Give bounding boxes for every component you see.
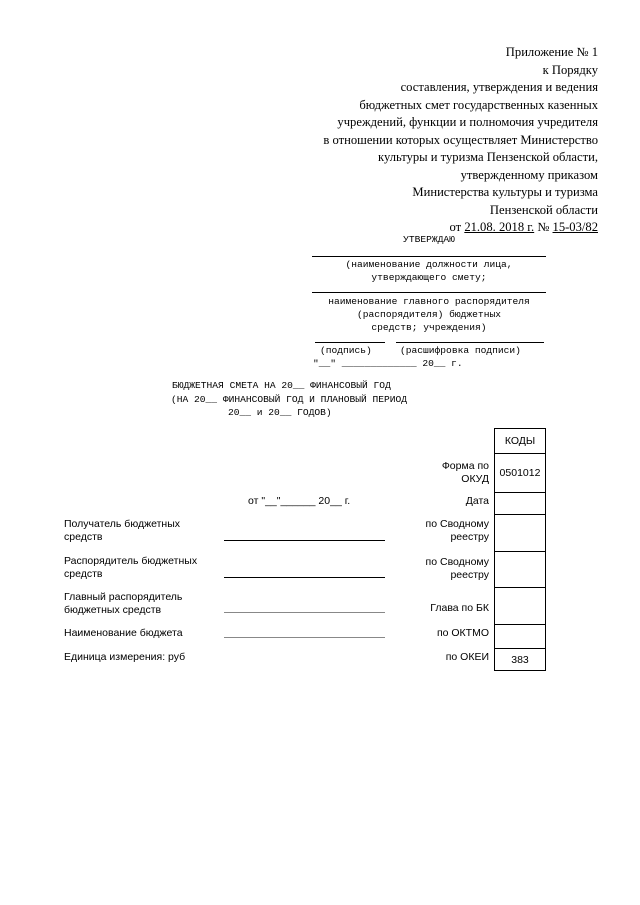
svodny-label-1: по Сводному реестру [425,518,489,543]
date-code-cell[interactable] [495,493,546,515]
document-title [172,379,407,420]
order-date: 21.08. 2018 г. [464,220,535,234]
title-line-2: (НА 20__ ФИНАНСОВЫЙ ГОД И ПЛАНОВЫЙ ПЕРИОД [171,393,408,405]
position-note: (наименование должности лица, утверждающего смету; [345,259,513,283]
approval-block [312,233,546,370]
order-number: 15-03/82 [552,220,598,234]
appendix-line: Приложение № 1 [505,45,598,59]
appendix-line: в отношении которых осуществляет Министерство [323,132,598,147]
chief-manager-input-line[interactable] [224,612,385,613]
date-label: Дата [465,495,489,507]
manager-line [312,292,546,293]
order-number-label: № [534,220,553,234]
okud-code-cell[interactable]: 0501012 [495,454,546,493]
position-line [312,256,546,257]
oktmo-code-cell[interactable] [495,625,546,649]
svodny-code-cell-2[interactable] [495,552,546,588]
decoding-note: (расшифровка подписи) [400,345,521,356]
approval-heading: УТВЕРЖДАЮ [403,234,455,245]
recipient-label: Получатель бюджетных средств [64,518,181,543]
glava-code-cell[interactable] [495,588,546,625]
chief-manager-label: Главный распорядитель бюджетных средств [64,591,183,616]
glava-label: Глава по БК [430,602,489,614]
appendix-line: культуры и туризма Пензенской области, [378,150,598,164]
svodny-label-2: по Сводному реестру [425,556,489,581]
manager-label: Распорядитель бюджетных средств [64,555,198,580]
budget-name-label: Наименование бюджета [64,627,183,639]
title-line-3: 20__ и 20__ ГОДОВ) [228,407,332,418]
appendix-header [323,44,598,237]
order-prefix: от [449,220,465,234]
appendix-line: Пензенской области [489,202,598,217]
approval-date: "__" _____________ 20__ г. [313,358,463,369]
signature-note: (подпись) [320,345,372,356]
codes-table [494,428,546,671]
manager-input-line[interactable] [224,577,385,578]
appendix-line: бюджетных смет государственных казенных [359,97,598,112]
appendix-line: к Порядку [542,62,598,77]
appendix-line: учреждений, функции и полномочия учредителя [337,115,598,129]
budget-name-input-line[interactable] [224,637,385,638]
signature-line [315,342,385,343]
decoding-line [396,342,544,343]
codes-header: КОДЫ [495,429,546,454]
appendix-line: утвержденному приказом [460,167,598,182]
unit-label: Единица измерения: руб [64,651,186,663]
oktmo-label: по ОКТМО [436,627,489,639]
title-line-1: БЮДЖЕТНАЯ СМЕТА НА 20__ ФИНАНСОВЫЙ ГОД [172,380,391,391]
okei-code-cell[interactable]: 383 [495,649,546,671]
okei-label: по ОКЕИ [445,651,489,663]
appendix-line: составления, утверждения и ведения [400,80,598,94]
recipient-input-line[interactable] [224,540,385,541]
appendix-line: Министерства культуры и туризма [412,185,598,199]
manager-note: наименование главного распорядителя (распорядителя) бюджетных средств; учреждения) [328,296,530,333]
svodny-code-cell-1[interactable] [495,515,546,552]
form-okud-label: Форма по ОКУД [441,460,489,485]
date-line-label: от "__"______ 20__ г. [248,495,351,507]
